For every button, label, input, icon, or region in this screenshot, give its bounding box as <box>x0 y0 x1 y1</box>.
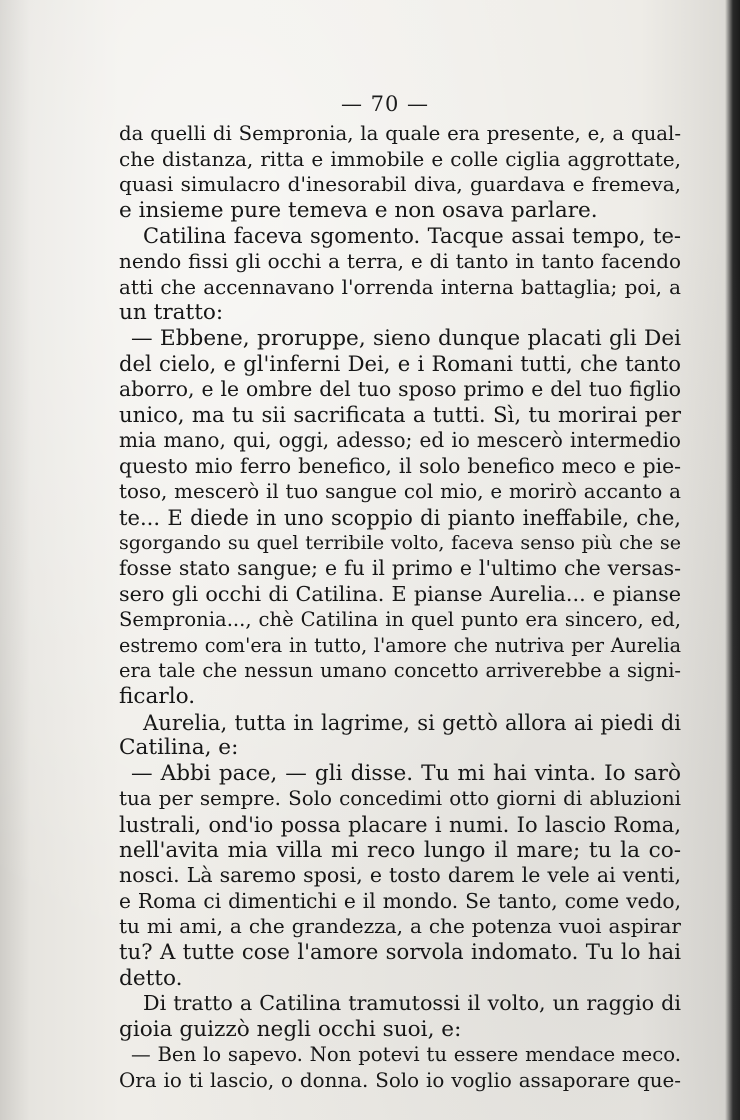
text-line: che distanza, ritta e immobile e colle ciglia aggrottate, <box>119 146 681 171</box>
text-line: fosse stato sangue; e fu il primo e l'ultimo che versas- <box>119 556 681 581</box>
text-line: tu? A tutte cose l'amore sorvola indomato. Tu lo hai <box>119 940 681 965</box>
text-line: Ora io ti lascio, o donna. Solo io voglio assaporare que- <box>119 1068 681 1092</box>
text-line: Sempronia..., chè Catilina in quel punto era sincero, ed, <box>119 608 681 632</box>
text-line: — Ebbene, proruppe, sieno dunque placati gli Dei <box>131 325 681 351</box>
text-line: un tratto: <box>119 300 224 326</box>
text-line: nell'avita mia villa mi reco lungo il mare; tu la co- <box>119 837 681 863</box>
text-line: nosci. Là saremo sposi, e tosto darem le vele ai venti, <box>119 863 681 888</box>
text-line: quasi simulacro d'inesorabil diva, guardava e fremeva, <box>119 172 681 197</box>
text-line: te... E diede in uno scoppio di pianto ineffabile, che, <box>119 504 681 530</box>
text-line: Di tratto a Catilina tramutossi il volto, un raggio di <box>143 991 681 1016</box>
text-line: e insieme pure temeva e non osava parlare. <box>119 197 598 223</box>
text-line: del cielo, e gl'inferni Dei, e i Romani tutti, che tanto <box>119 351 681 377</box>
body-text <box>119 121 681 1094</box>
text-line: e Roma ci dimentichi e il mondo. Se tanto, come vedo, <box>119 888 681 913</box>
text-line: Aurelia, tutta in lagrime, si gettò allora ai piedi di <box>143 709 681 735</box>
text-line: Catilina faceva sgomento. Tacque assai tempo, te- <box>143 223 681 249</box>
text-line: lustrali, ond'io possa placare i numi. Io lascio Roma, <box>119 812 681 838</box>
text-line: questo mio ferro benefico, il solo benefico meco e pie- <box>119 453 681 478</box>
text-line: Catilina, e: <box>119 735 239 761</box>
text-line: ficarlo. <box>119 684 196 710</box>
text-line: tua per sempre. Solo concedimi otto giorni di abluzioni <box>119 787 681 811</box>
text-line: da quelli di Sempronia, la quale era presente, e, a qual- <box>119 122 681 145</box>
text-line: estremo com'era in tutto, l'amore che nutriva per Aurelia <box>119 633 681 657</box>
text-line: sero gli occhi di Catilina. E pianse Aurelia... e pianse <box>119 581 681 606</box>
text-line: atti che accennavano l'orrenda interna battaglia; poi, a <box>119 275 681 299</box>
text-line: detto. <box>119 965 183 991</box>
text-line: unico, ma tu sii sacrificata a tutti. Sì, tu morirai per <box>119 402 681 428</box>
page-number: — 70 — <box>340 92 430 116</box>
text-line: era tale che nessun umano concetto arriverebbe a signi- <box>119 659 681 683</box>
text-line: — Ben lo sapevo. Non potevi tu essere mendace meco. <box>131 1043 681 1067</box>
text-line: — Abbi pace, — gli disse. Tu mi hai vinta. Io sarò <box>131 760 681 786</box>
text-line: nendo fissi gli occhi a terra, e di tanto in tanto facendo <box>119 248 681 273</box>
text-line: sgorgando su quel terribile volto, faceva senso più che se <box>119 531 681 554</box>
text-line: aborro, e le ombre del tuo sposo primo e del tuo figlio <box>119 376 681 401</box>
text-line: mia mano, qui, oggi, adesso; ed io mescerò intermedio <box>119 428 681 453</box>
text-line: toso, mescerò il tuo sangue col mio, e morirò accanto a <box>119 480 681 504</box>
text-line: tu mi ami, a che grandezza, a che potenza vuoi aspirar <box>119 914 681 939</box>
text-line: gioia guizzò negli occhi suoi, e: <box>119 1016 462 1042</box>
